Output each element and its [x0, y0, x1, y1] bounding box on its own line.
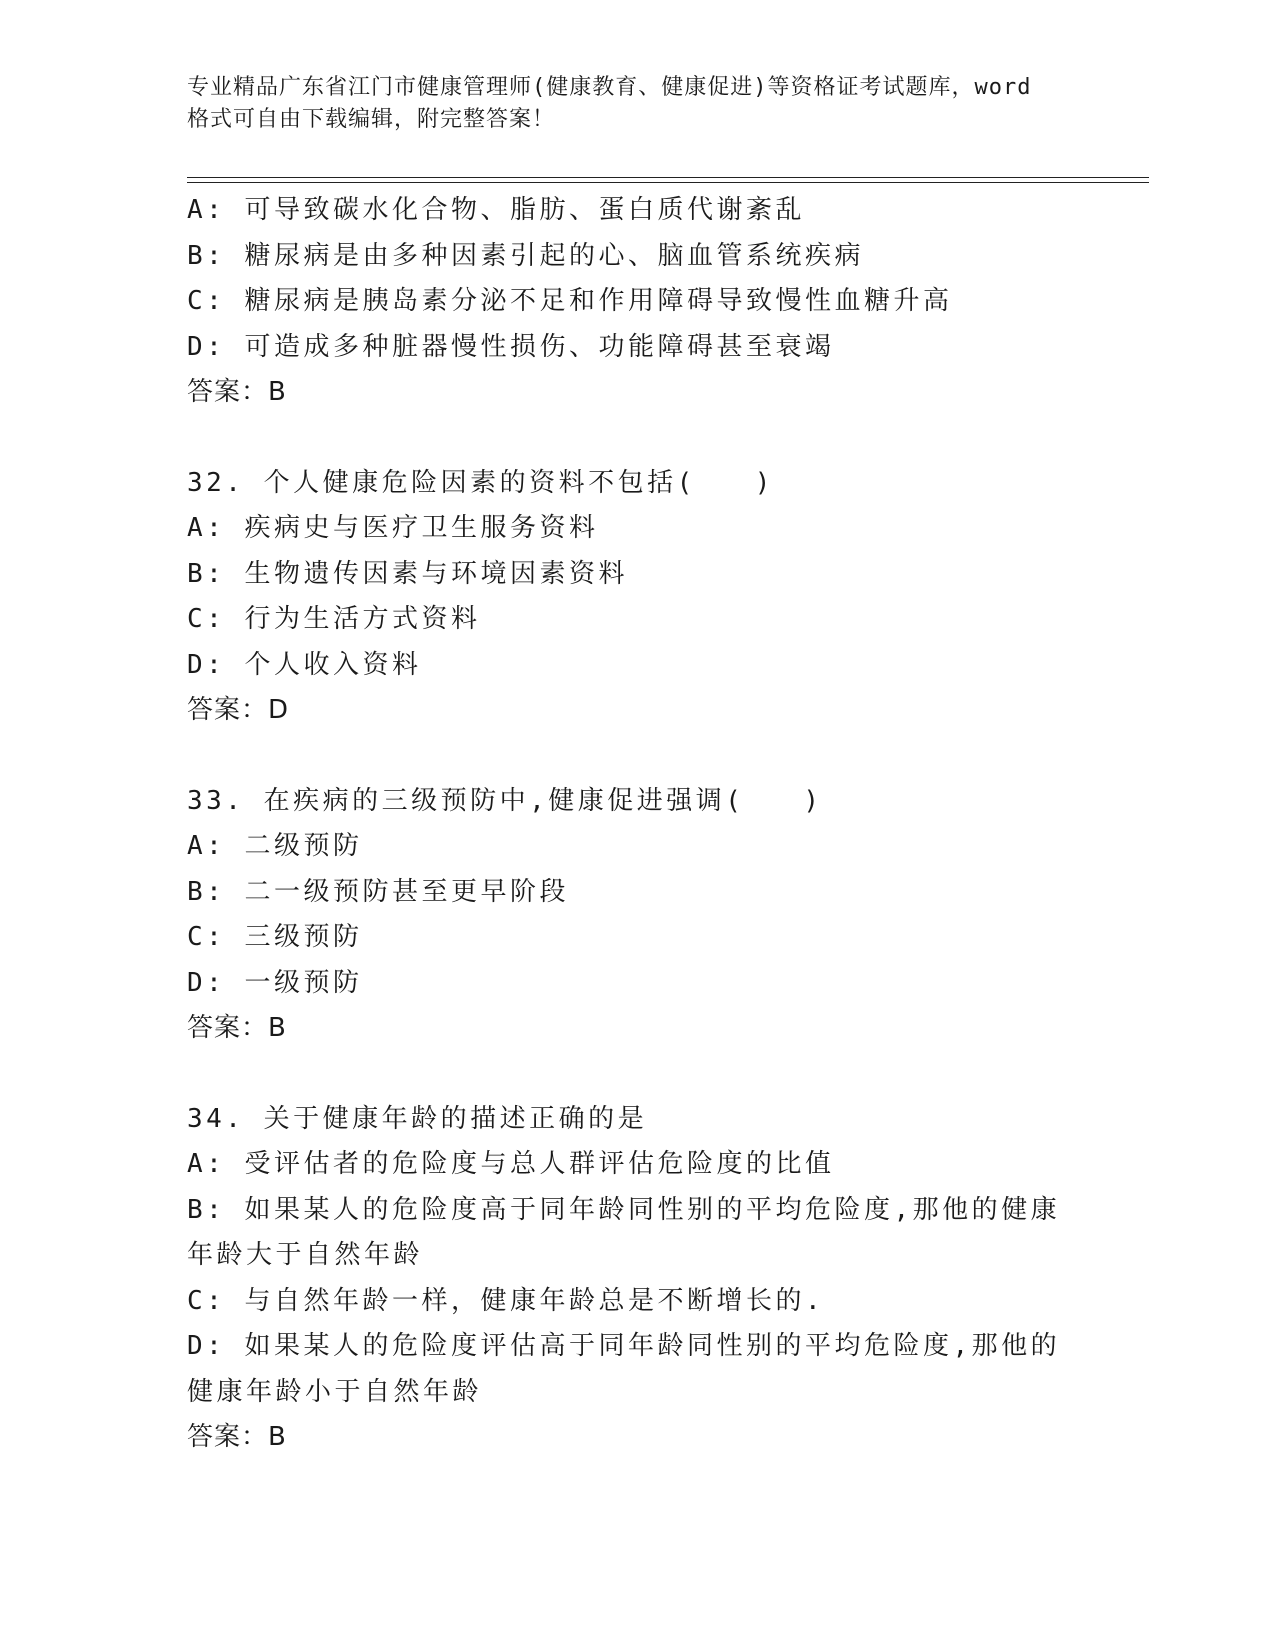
option-c: C: 与自然年龄一样，健康年龄总是不断增长的.: [187, 1285, 825, 1316]
document-header: [187, 72, 1087, 136]
option-b: B: 如果某人的危险度高于同年龄同性别的平均危险度,那他的健康年龄大于自然年龄: [187, 1194, 1061, 1270]
question-stem: 32. 个人健康危险因素的资料不包括( ): [187, 467, 774, 498]
header-line-2: 格式可自由下载编辑，附完整答案！: [187, 107, 556, 132]
question-list: [187, 188, 1087, 1461]
question-32: [187, 461, 1087, 734]
option-a: A: 疾病史与医疗卫生服务资料: [187, 513, 599, 543]
question-stem: 34. 关于健康年龄的描述正确的是: [187, 1103, 648, 1134]
option-a: A: 可导致碳水化合物、脂肪、蛋白质代谢紊乱: [187, 195, 805, 225]
header-rule-top: [187, 177, 1149, 178]
question-31: [187, 188, 1087, 416]
option-b: B: 糖尿病是由多种因素引起的心、脑血管系统疾病: [187, 240, 864, 271]
question-33: [187, 779, 1087, 1052]
question-stem: 33. 在疾病的三级预防中,健康促进强调( ): [187, 785, 823, 816]
answer: 答案：B: [187, 1422, 287, 1452]
option-d: D: 一级预防: [187, 967, 363, 998]
option-d: D: 如果某人的危险度评估高于同年龄同性别的平均危险度,那他的健康年龄小于自然年龄: [187, 1331, 1061, 1407]
option-a: A: 受评估者的危险度与总人群评估危险度的比值: [187, 1149, 835, 1179]
option-b: B: 二一级预防甚至更早阶段: [187, 876, 569, 907]
option-d: D: 个人收入资料: [187, 649, 422, 680]
header-rule-bottom: [187, 182, 1149, 183]
option-c: C: 糖尿病是胰岛素分泌不足和作用障碍导致慢性血糖升高: [187, 286, 953, 316]
option-c: C: 行为生活方式资料: [187, 604, 481, 634]
spacer: [187, 1052, 1087, 1097]
option-a: A: 二级预防: [187, 831, 363, 861]
answer: 答案：B: [187, 1013, 287, 1043]
spacer: [187, 734, 1087, 779]
question-34: [187, 1097, 1087, 1461]
answer: 答案：B: [187, 377, 287, 407]
spacer: [187, 416, 1087, 461]
header-line-1: 专业精品广东省江门市健康管理师(健康教育、健康促进)等资格证考试题库，word: [187, 75, 1032, 100]
option-d: D: 可造成多种脏器慢性损伤、功能障碍甚至衰竭: [187, 331, 835, 362]
option-c: C: 三级预防: [187, 922, 363, 952]
answer: 答案：D: [187, 695, 290, 725]
option-b: B: 生物遗传因素与环境因素资料: [187, 558, 628, 589]
